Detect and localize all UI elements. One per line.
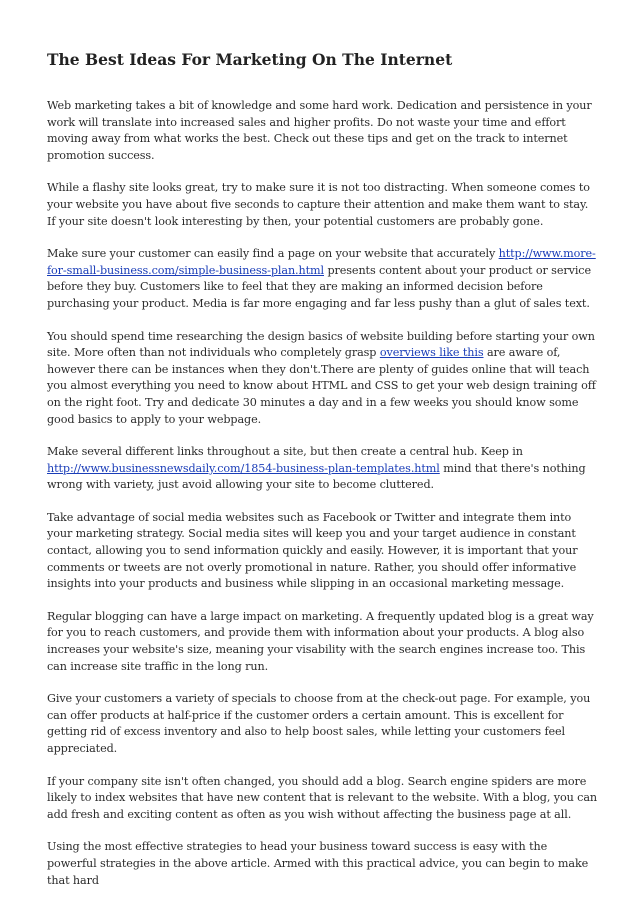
paragraph-text: mind that there's nothing wrong with variety, just avoid allowing your site to become cluttered. <box>47 461 586 492</box>
paragraph-text: Make several different links throughout a site, but then create a central hub. Keep in <box>47 445 523 459</box>
paragraph-central-hub <box>47 444 597 494</box>
paragraph-blogging: Regular blogging can have a large impact on marketing. A frequently updated blog is a great way for you to reach customers, and provide them with information about your products. A blog also increases your website's size, meaning your visability with the search engines increase too. This can increase site traffic in the long run. <box>47 609 594 673</box>
link-business-plan-templates[interactable]: http://www.businessnewsdaily.com/1854-business-plan-templates.html <box>47 461 440 475</box>
paragraph-text: are aware of, however there can be instances when they don't.There are plenty of guides online that will teach you almost everything you need to know about HTML and CSS to get your web design training off on the right foot. Try and dedicate 30 minutes a day and in a few weeks you should know some good basics to apply to your webpage. <box>47 346 596 426</box>
paragraph-conclusion: Using the most effective strategies to head your business toward success is easy with the powerful strategies in the above article. Armed with this practical advice, you can begin to make that hard <box>47 840 589 887</box>
paragraph-specials: Give your customers a variety of specials to choose from at the check-out page. For example, you can offer products at half-price if the customer orders a certain amount. This is excellent for getting rid of excess inventory and also to help boost sales, while letting your customers feel appreciated. <box>47 692 591 755</box>
paragraph-flashy-site: While a flashy site looks great, try to make sure it is not too distracting. When someone comes to your website you have about five seconds to capture their attention and make them want to stay. If your site doesn't look interesting by then, your potential customers are probably gone. <box>47 181 590 228</box>
document-page <box>47 50 597 905</box>
paragraph-social-media: Take advantage of social media websites such as Facebook or Twitter and integrate them into your marketing strategy. Social media sites will keep you and your target audience in constant contact, allowing you to send information quickly and easily. However, it is important that your comments or tweets are not overly promotional in nature. Rather, you should offer informative insights into your products and business while slipping in an occasional marketing message. <box>47 510 578 591</box>
paragraph-text: Make sure your customer can easily find a page on your website that accurately <box>47 247 499 261</box>
link-overviews[interactable]: overviews like this <box>379 346 484 360</box>
paragraph-find-page <box>47 246 597 312</box>
link-simple-business-plan[interactable]: http://www.more-for-small-business.com/simple-business-plan.html <box>47 247 596 277</box>
paragraph-intro: Web marketing takes a bit of knowledge and some hard work. Dedication and persistence in your work will translate into increased sales and higher profits. Do not waste your time and effort moving away from what works the best. Check out these tips and get on the track to internet promotion success. <box>47 99 592 162</box>
paragraph-design-basics <box>47 329 597 429</box>
page-title: The Best Ideas For Marketing On The Internet <box>47 50 453 69</box>
paragraph-text: presents content about your product or service before they buy. Customers like to feel that they are making an informed decision before purchasing your product. Media is far more engaging and far less pushy than a glut of sales text. <box>47 263 591 310</box>
paragraph-text: You should spend time researching the design basics of website building before starting your own site. More often than not individuals who completely grasp <box>47 329 595 360</box>
paragraph-add-blog: If your company site isn't often changed, you should add a blog. Search engine spiders are more likely to index websites that have new content that is relevant to the website. With a blog, you can add fresh and exciting content as often as you wish without affecting the business page at all. <box>47 774 598 821</box>
